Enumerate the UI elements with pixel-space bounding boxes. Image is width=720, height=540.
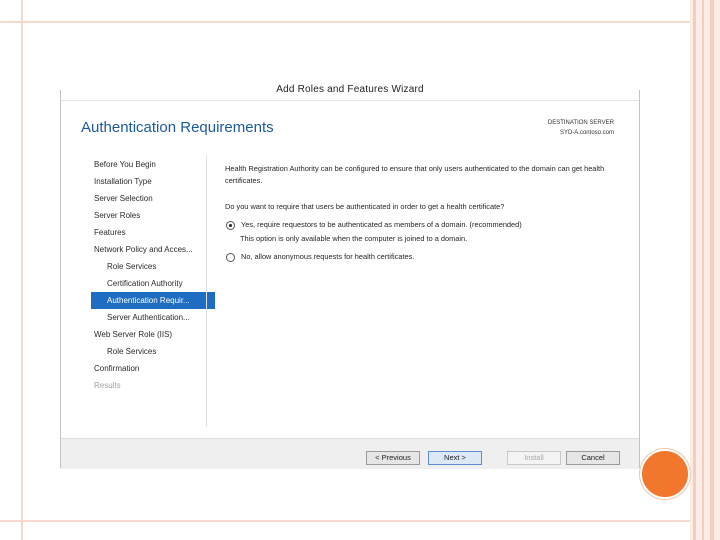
- nav-step-before-you-begin[interactable]: Before You Begin: [94, 160, 156, 169]
- intro-text: Health Registration Authority can be configured to ensure that only users authenticated to the domain can get health certificates.: [225, 164, 605, 185]
- content-pane: [225, 163, 625, 265]
- nav-step-installation-type[interactable]: Installation Type: [94, 177, 152, 186]
- nav-step-authentication-requirements[interactable]: Authentication Requir...: [91, 292, 215, 309]
- nav-step-server-selection[interactable]: Server Selection: [94, 194, 153, 203]
- nav-step-iis-role-services[interactable]: Role Services: [107, 347, 157, 356]
- option-require-auth[interactable]: [225, 219, 625, 231]
- wizard-window: [60, 84, 640, 468]
- slide-right-stripe: [693, 0, 696, 540]
- nav-step-confirmation[interactable]: Confirmation: [94, 364, 140, 373]
- nav-step-results: Results: [94, 381, 121, 390]
- slide-border-left: [21, 0, 23, 540]
- nav-step-web-server-role[interactable]: Web Server Role (IIS): [94, 330, 173, 339]
- next-button[interactable]: Next >: [428, 451, 482, 465]
- option-require-auth-label: Yes, require requestors to be authenticated as members of a domain. (recommended): [241, 220, 522, 229]
- slide-right-stripe: [702, 0, 704, 540]
- destination-server-label: DESTINATION SERVER: [547, 120, 614, 126]
- window-titlebar: [61, 84, 639, 101]
- wizard-footer: [61, 438, 639, 469]
- install-button: Install: [507, 451, 561, 465]
- nav-divider: [206, 155, 207, 427]
- slide-border-bottom: [0, 520, 690, 522]
- window-title: Add Roles and Features Wizard: [276, 84, 424, 95]
- option-allow-anonymous-label: No, allow anonymous requests for health certificates.: [241, 252, 415, 261]
- slide-right-stripe: [710, 0, 714, 540]
- nav-step-server-roles[interactable]: Server Roles: [94, 211, 141, 220]
- wizard-step-list: [91, 156, 211, 394]
- previous-button[interactable]: < Previous: [366, 451, 420, 465]
- question-text: Do you want to require that users be authenticated in order to get a health certificate?: [225, 202, 505, 211]
- option-require-auth-note: This option is only available when the computer is joined to a domain.: [240, 234, 468, 243]
- radio-require-auth[interactable]: [226, 221, 235, 230]
- nav-step-certification-authority[interactable]: Certification Authority: [107, 279, 183, 288]
- nav-step-role-services[interactable]: Role Services: [107, 262, 157, 271]
- slide-border-top: [0, 21, 690, 23]
- orange-circle-decoration: [640, 449, 690, 499]
- nav-step-network-policy[interactable]: Network Policy and Acces...: [94, 245, 193, 254]
- page-title: Authentication Requirements: [81, 119, 274, 136]
- destination-server-info: [548, 118, 614, 138]
- destination-server-name: SYD-A.contoso.com: [559, 130, 614, 136]
- cancel-button[interactable]: Cancel: [566, 451, 620, 465]
- option-allow-anonymous[interactable]: [225, 251, 625, 263]
- nav-step-server-authentication[interactable]: Server Authentication...: [107, 313, 190, 322]
- nav-step-features[interactable]: Features: [94, 228, 126, 237]
- radio-allow-anonymous[interactable]: [226, 253, 235, 262]
